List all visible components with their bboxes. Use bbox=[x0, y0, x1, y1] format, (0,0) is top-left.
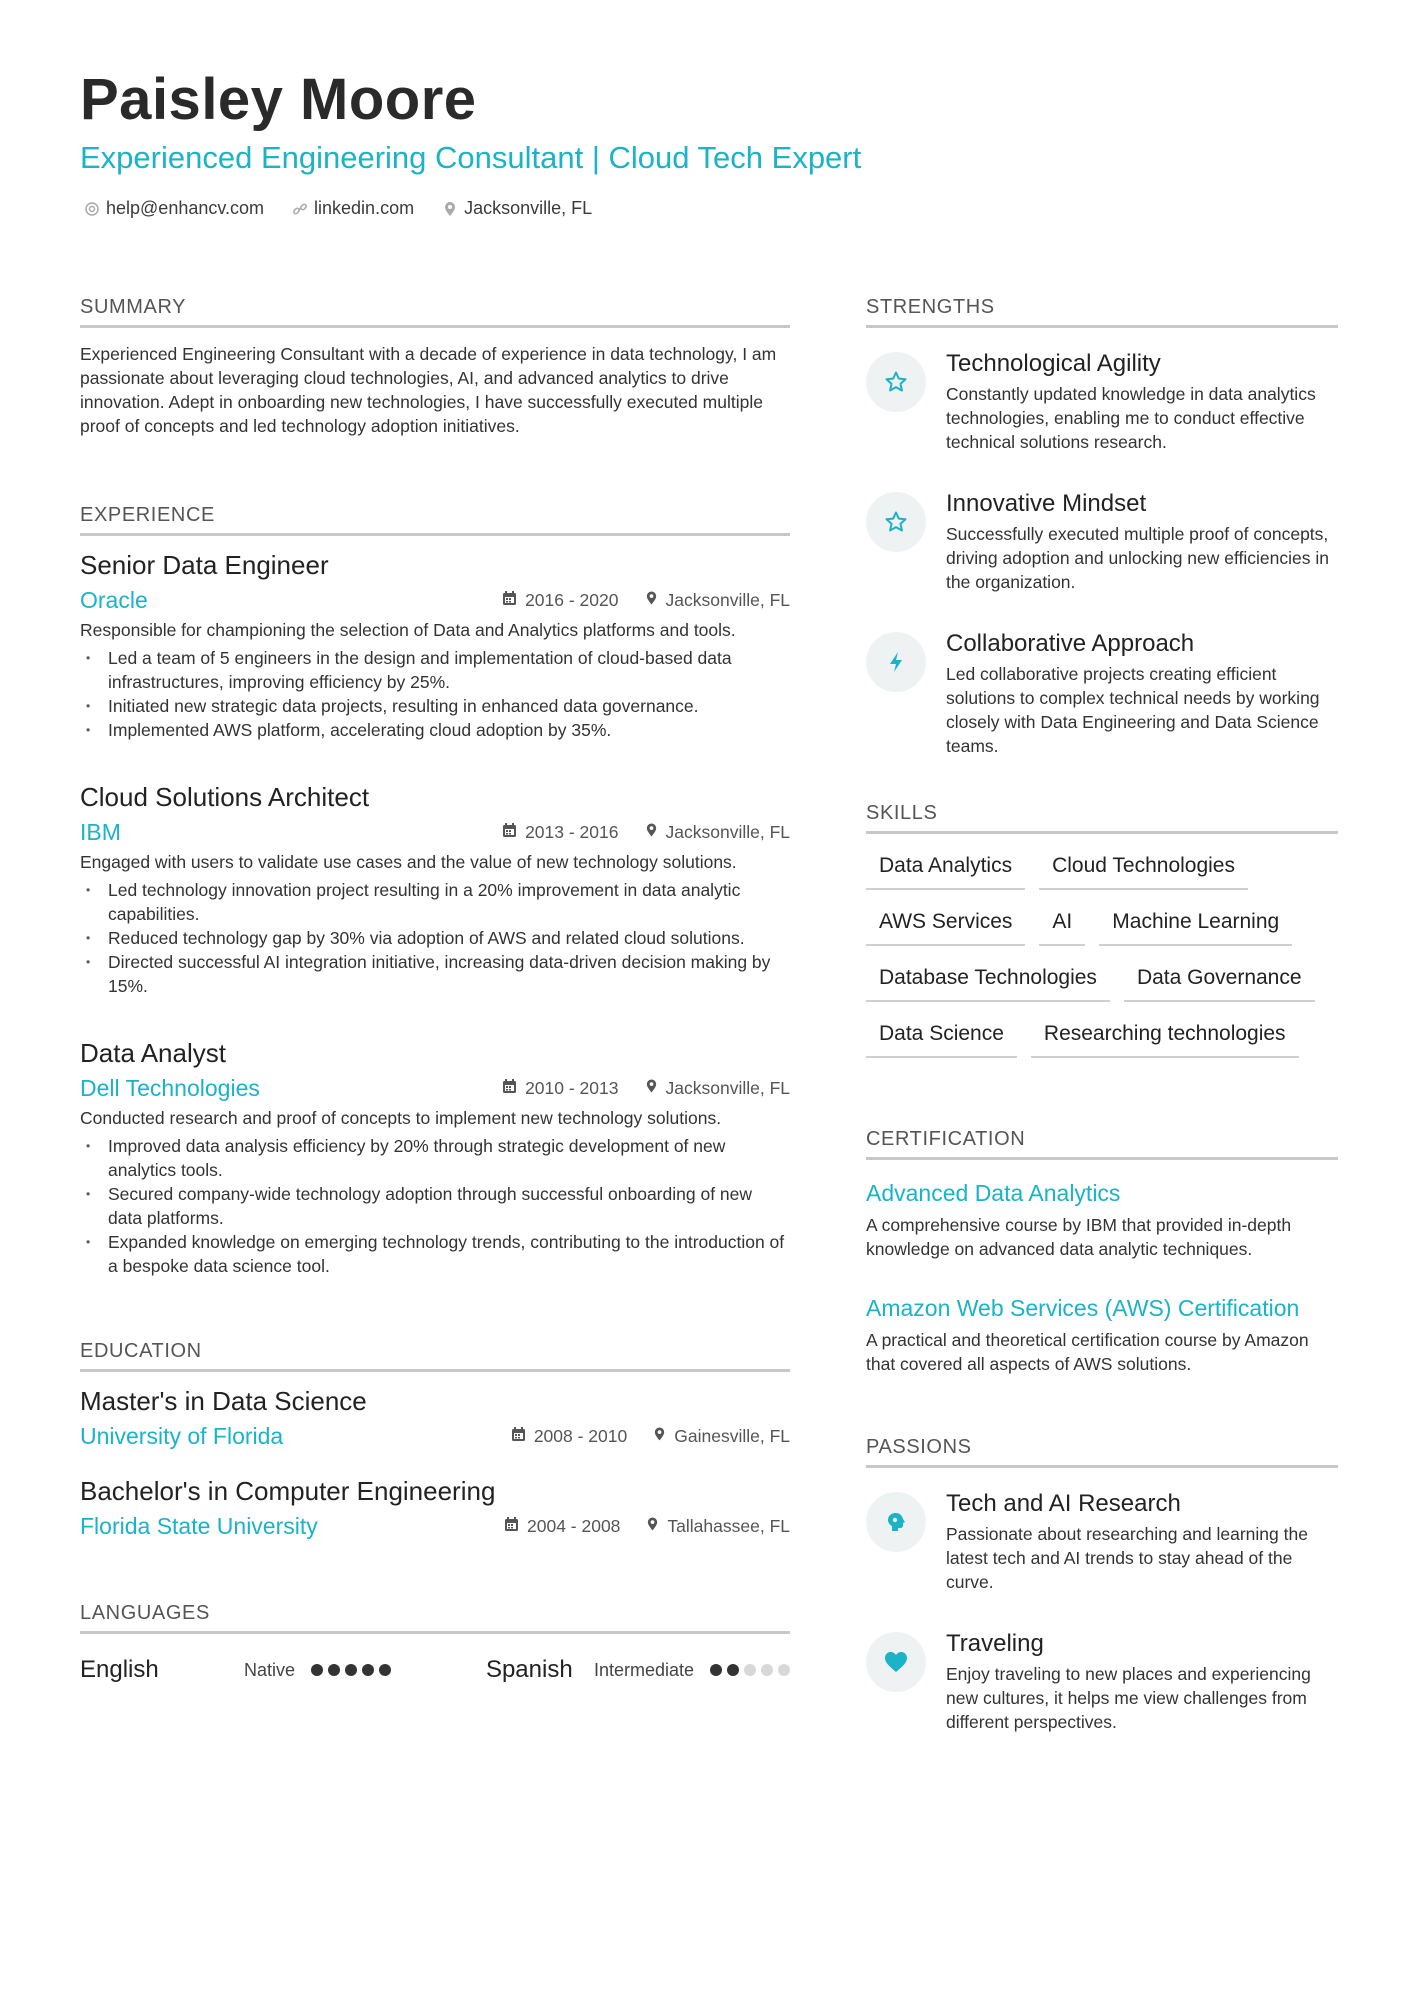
contact-location-text: Jacksonville, FL bbox=[464, 198, 593, 218]
contact-linkedin-text: linkedin.com bbox=[314, 198, 415, 218]
calendar-icon bbox=[511, 1426, 526, 1447]
job-meta bbox=[502, 1078, 790, 1099]
experience-item bbox=[80, 1038, 790, 1278]
job-bullet: • Led a team of 5 engineers in the design and implementation of cloud-based data infrastructures, improving efficiency by 25%. bbox=[80, 646, 790, 694]
passion-title: Tech and AI Research bbox=[946, 1490, 1181, 1517]
passion-desc: Enjoy traveling to new places and experiencing new cultures, it helps me view challenges from different perspectives. bbox=[946, 1664, 1311, 1732]
job-dates bbox=[502, 1078, 618, 1099]
language-rating bbox=[710, 1664, 790, 1676]
contact-linkedin[interactable] bbox=[292, 198, 414, 219]
section-title-summary: SUMMARY bbox=[80, 296, 790, 328]
language-name: Spanish bbox=[485, 1656, 573, 1683]
job-dates-text: 2016 - 2020 bbox=[525, 590, 619, 610]
job-meta-row bbox=[80, 587, 790, 614]
passion-desc: Passionate about researching and learning the latest tech and AI trends to stay ahead of the curve. bbox=[946, 1524, 1308, 1592]
rating-dot-filled bbox=[328, 1664, 340, 1676]
location-pin-icon bbox=[442, 201, 458, 217]
job-bullet: • Secured company-wide technology adoption through successful onboarding of new data platforms. bbox=[80, 1182, 790, 1230]
summary-section bbox=[80, 296, 790, 438]
strength-body bbox=[946, 490, 1338, 594]
job-bullet: • Initiated new strategic data projects, resulting in enhanced data governance. bbox=[80, 694, 790, 718]
education-location bbox=[653, 1426, 790, 1447]
contact-location bbox=[442, 198, 592, 219]
skill-tag: Data Governance bbox=[1124, 960, 1315, 1002]
skill-tag: Database Technologies bbox=[866, 960, 1110, 1002]
skill-tag: Data Analytics bbox=[866, 848, 1025, 890]
star-icon bbox=[866, 352, 926, 412]
languages-section bbox=[80, 1602, 790, 1684]
certification-title: Amazon Web Services (AWS) Certification bbox=[866, 1295, 1300, 1321]
location-pin-icon bbox=[653, 1426, 666, 1447]
passions-section bbox=[866, 1436, 1338, 1734]
experience-section bbox=[80, 504, 790, 1278]
skills-section bbox=[866, 802, 1338, 1058]
section-title-passions: PASSIONS bbox=[866, 1436, 1338, 1468]
rating-dot-filled bbox=[379, 1664, 391, 1676]
education-meta-row bbox=[80, 1513, 790, 1540]
education-item bbox=[80, 1386, 790, 1450]
education-dates bbox=[511, 1426, 627, 1447]
job-location-text: Jacksonville, FL bbox=[665, 1078, 790, 1098]
certification-item bbox=[866, 1180, 1338, 1261]
rating-dot-filled bbox=[727, 1664, 739, 1676]
languages-row bbox=[80, 1656, 790, 1684]
skill-tag: AI bbox=[1039, 904, 1085, 946]
degree-title: Bachelor's in Computer Engineering bbox=[80, 1476, 496, 1506]
contact-email[interactable] bbox=[84, 198, 264, 219]
job-description: Engaged with users to validate use cases and the value of new technology solutions. bbox=[80, 852, 737, 872]
language-name: English bbox=[80, 1656, 159, 1683]
section-title-certification: CERTIFICATION bbox=[866, 1128, 1338, 1160]
skill-tag: Machine Learning bbox=[1099, 904, 1292, 946]
job-bullet: • Reduced technology gap by 30% via adoption of AWS and related cloud solutions. bbox=[80, 926, 790, 950]
company-name: Oracle bbox=[80, 587, 148, 613]
certification-desc: A practical and theoretical certification course by Amazon that covered all aspects of AWS solutions. bbox=[866, 1330, 1309, 1374]
location-pin-icon bbox=[646, 1516, 659, 1537]
job-bullets bbox=[80, 878, 790, 998]
job-dates bbox=[502, 590, 618, 611]
job-title: Data Analyst bbox=[80, 1038, 226, 1068]
rating-dot-empty bbox=[744, 1664, 756, 1676]
job-location bbox=[645, 1078, 791, 1099]
calendar-icon bbox=[502, 822, 517, 843]
school-name: Florida State University bbox=[80, 1513, 318, 1539]
strength-item bbox=[866, 630, 1338, 758]
job-title: Senior Data Engineer bbox=[80, 550, 329, 580]
heart-icon bbox=[866, 1632, 926, 1692]
language-item bbox=[486, 1656, 790, 1684]
location-pin-icon bbox=[645, 822, 658, 843]
at-icon bbox=[84, 201, 100, 217]
certification-section bbox=[866, 1128, 1338, 1376]
language-level: Native bbox=[244, 1659, 296, 1680]
education-dates bbox=[504, 1516, 620, 1537]
education-dates-text: 2008 - 2010 bbox=[533, 1426, 628, 1446]
left-column bbox=[80, 296, 790, 1684]
calendar-icon bbox=[502, 590, 517, 611]
language-level: Intermediate bbox=[593, 1659, 694, 1680]
certification-title: Advanced Data Analytics bbox=[866, 1180, 1121, 1206]
passion-item bbox=[866, 1630, 1338, 1734]
summary-text: Experienced Engineering Consultant with a decade of experience in data technology, I am passionate about leveraging cloud technologies, AI, and advanced analytics to drive innovation. Adept in onboarding new technologies, I have successfully executed multiple proof of concepts and led technology adoption initiatives. bbox=[80, 344, 777, 436]
job-bullets bbox=[80, 646, 790, 742]
calendar-icon bbox=[502, 1078, 517, 1099]
job-description: Conducted research and proof of concepts to implement new technology solutions. bbox=[80, 1108, 722, 1128]
job-bullet: • Directed successful AI integration initiative, increasing data-driven decision making by 15%. bbox=[80, 950, 790, 998]
job-dates-text: 2010 - 2013 bbox=[525, 1078, 619, 1098]
job-bullet: • Led technology innovation project resulting in a 20% improvement in data analytic capabilities. bbox=[80, 878, 790, 926]
contact-bar bbox=[84, 198, 592, 219]
link-icon bbox=[292, 201, 308, 217]
education-dates-text: 2004 - 2008 bbox=[527, 1516, 621, 1536]
strength-item bbox=[866, 350, 1338, 454]
job-dates-text: 2013 - 2016 bbox=[525, 822, 619, 842]
rating-dot-filled bbox=[362, 1664, 374, 1676]
skill-tag: AWS Services bbox=[866, 904, 1025, 946]
section-title-strengths: STRENGTHS bbox=[866, 296, 1338, 328]
location-pin-icon bbox=[645, 1078, 658, 1099]
experience-item bbox=[80, 782, 790, 998]
skills-list bbox=[866, 848, 1338, 1058]
job-dates bbox=[502, 822, 618, 843]
job-location-text: Jacksonville, FL bbox=[665, 822, 790, 842]
language-item bbox=[80, 1656, 391, 1684]
job-meta-row bbox=[80, 1075, 790, 1102]
passion-item bbox=[866, 1490, 1338, 1594]
education-meta-row bbox=[80, 1423, 790, 1450]
strengths-section bbox=[866, 296, 1338, 758]
experience-item bbox=[80, 550, 790, 742]
job-meta bbox=[502, 822, 790, 843]
job-meta-row bbox=[80, 819, 790, 846]
job-bullet: • Expanded knowledge on emerging technology trends, contributing to the introduction of a bespoke data science tool. bbox=[80, 1230, 790, 1278]
location-pin-icon bbox=[645, 590, 658, 611]
calendar-icon bbox=[504, 1516, 519, 1537]
section-title-languages: LANGUAGES bbox=[80, 1602, 790, 1634]
job-location bbox=[645, 822, 791, 843]
company-name: IBM bbox=[80, 819, 121, 845]
candidate-headline: Experienced Engineering Consultant | Cloud Tech Expert bbox=[80, 140, 862, 175]
education-meta bbox=[511, 1426, 790, 1447]
job-bullets bbox=[80, 1134, 790, 1278]
strength-desc: Led collaborative projects creating efficient solutions to complex technical needs by working closely with Data Engineering and Data Science teams. bbox=[946, 664, 1320, 756]
star-icon bbox=[866, 492, 926, 552]
strength-title: Technological Agility bbox=[946, 350, 1161, 377]
rating-dot-empty bbox=[778, 1664, 790, 1676]
job-location-text: Jacksonville, FL bbox=[665, 590, 790, 610]
section-title-experience: EXPERIENCE bbox=[80, 504, 790, 536]
skill-tag: Researching technologies bbox=[1031, 1016, 1299, 1058]
strength-body bbox=[946, 350, 1338, 454]
right-column bbox=[866, 296, 1338, 1770]
job-title: Cloud Solutions Architect bbox=[80, 782, 370, 812]
rating-dot-filled bbox=[311, 1664, 323, 1676]
education-section bbox=[80, 1340, 790, 1540]
education-location-text: Gainesville, FL bbox=[674, 1426, 790, 1446]
candidate-name: Paisley Moore bbox=[80, 67, 477, 132]
job-bullet: • Improved data analysis efficiency by 20% through strategic development of new analytics tools. bbox=[80, 1134, 790, 1182]
job-bullet: • Implemented AWS platform, accelerating cloud adoption by 35%. bbox=[80, 718, 790, 742]
contact-email-text: help@enhancv.com bbox=[106, 198, 265, 218]
certification-item bbox=[866, 1295, 1338, 1376]
job-meta bbox=[502, 590, 790, 611]
section-title-skills: SKILLS bbox=[866, 802, 1338, 834]
certification-desc: A comprehensive course by IBM that provided in-depth knowledge on advanced data analytic techniques. bbox=[866, 1215, 1292, 1259]
passion-body bbox=[946, 1490, 1338, 1594]
lightning-icon bbox=[866, 632, 926, 692]
passion-title: Traveling bbox=[946, 1630, 1044, 1657]
rating-dot-filled bbox=[345, 1664, 357, 1676]
skill-tag: Data Science bbox=[866, 1016, 1017, 1058]
degree-title: Master's in Data Science bbox=[80, 1386, 367, 1416]
company-name: Dell Technologies bbox=[80, 1075, 260, 1101]
strength-body bbox=[946, 630, 1338, 758]
strength-item bbox=[866, 490, 1338, 594]
passion-body bbox=[946, 1630, 1338, 1734]
skill-tag: Cloud Technologies bbox=[1039, 848, 1248, 890]
education-meta bbox=[504, 1516, 790, 1537]
strength-title: Collaborative Approach bbox=[946, 630, 1195, 657]
education-location bbox=[646, 1516, 790, 1537]
strength-title: Innovative Mindset bbox=[946, 490, 1147, 517]
job-location bbox=[645, 590, 791, 611]
education-item bbox=[80, 1476, 790, 1540]
job-description: Responsible for championing the selection of Data and Analytics platforms and tools. bbox=[80, 620, 736, 640]
language-rating bbox=[311, 1664, 391, 1676]
section-title-education: EDUCATION bbox=[80, 1340, 790, 1372]
strength-desc: Constantly updated knowledge in data analytics technologies, enabling me to conduct effective technical solutions research. bbox=[946, 384, 1316, 452]
rating-dot-empty bbox=[761, 1664, 773, 1676]
school-name: University of Florida bbox=[80, 1423, 284, 1449]
education-location-text: Tallahassee, FL bbox=[667, 1516, 790, 1536]
strength-desc: Successfully executed multiple proof of concepts, driving adoption and unlocking new efficiencies in the organization. bbox=[946, 524, 1329, 592]
rating-dot-filled bbox=[710, 1664, 722, 1676]
brain-icon bbox=[866, 1492, 926, 1552]
